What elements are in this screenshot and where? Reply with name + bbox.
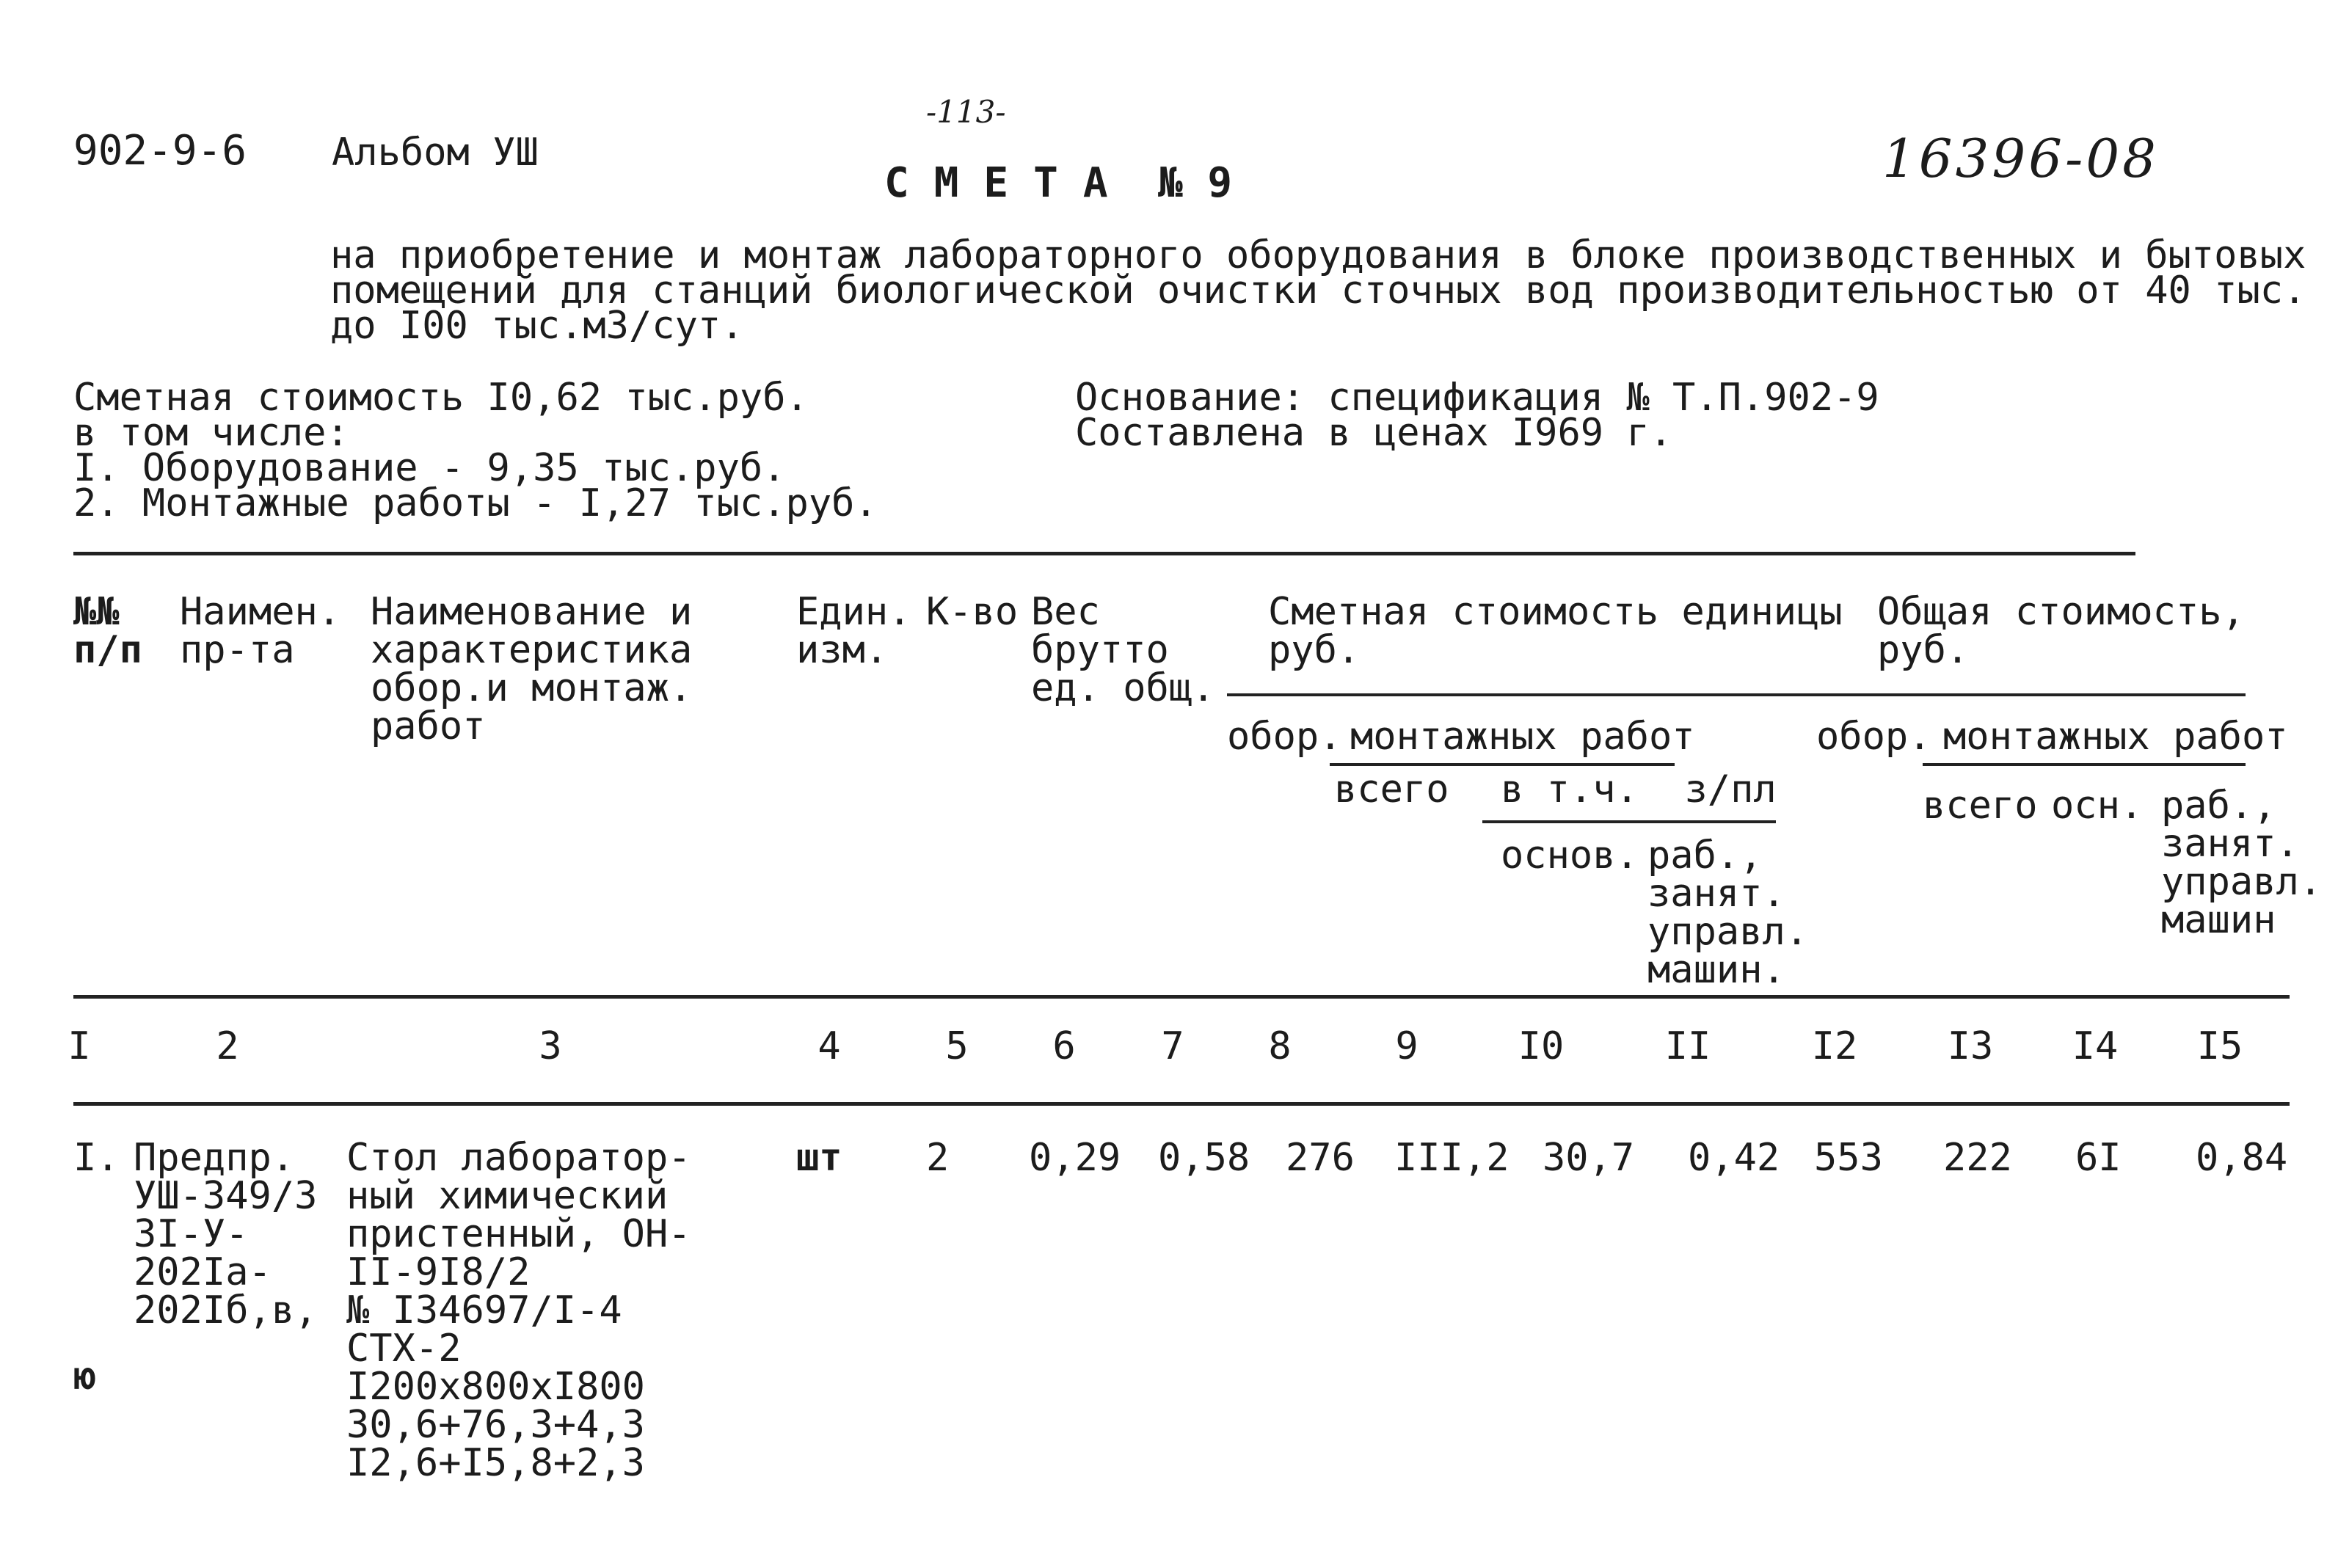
table-top-rule <box>73 552 2135 555</box>
row-unit-machine-wages: 0,42 <box>1688 1136 1780 1180</box>
project-code: 902-9-6 <box>73 127 247 175</box>
column-number: II <box>1664 1024 1711 1068</box>
header-rule-cost <box>1227 693 2246 696</box>
purpose-line-2: помещений для станций биологической очистки сточных вод производительностью от 40 тыс. <box>330 269 2306 313</box>
header-rule-wages <box>1482 820 1776 823</box>
header-rule-total-installation <box>1923 763 2246 766</box>
equipment-cost: I. Оборудование - 9,35 тыс.руб. <box>73 446 786 490</box>
header-rule-unit-installation <box>1330 763 1675 766</box>
header-weight: Вес брутто ед. общ. <box>1031 590 1215 710</box>
header-total-machine: раб., занят. управл. машин <box>2161 784 2323 942</box>
column-number: 2 <box>216 1024 239 1068</box>
row-item-code: Предпр. УШ-349/3 3I-У- 202Iа- 202Iб,в, <box>134 1136 318 1332</box>
header-total-basic: осн. <box>2051 784 2144 828</box>
header-unit-equipment: обор. <box>1227 715 1342 759</box>
header-total-equipment: обор. <box>1816 715 1931 759</box>
column-number: I2 <box>1811 1024 1858 1068</box>
header-unit-basic: основ. <box>1501 834 1639 878</box>
album-label: Альбом УШ <box>332 131 539 175</box>
including-label: в том числе: <box>73 411 349 455</box>
row-unit-installation-total: III,2 <box>1394 1136 1509 1180</box>
header-unit-wages: в т.ч. з/пл <box>1501 767 1777 812</box>
row-number: I. <box>73 1136 120 1180</box>
column-number: I5 <box>2196 1024 2243 1068</box>
row-quantity: 2 <box>926 1136 950 1180</box>
header-unit-machine: раб., занят. управл. машин. <box>1647 834 1809 992</box>
column-number: 7 <box>1161 1024 1184 1068</box>
installation-cost: 2. Монтажные работы - I,27 тыс.руб. <box>73 481 878 525</box>
row-total-installation: 222 <box>1943 1136 2012 1180</box>
header-item-code: Наимен. пр-та <box>180 590 341 672</box>
header-unit-total: всего <box>1334 767 1449 812</box>
column-numbers-rule <box>73 1102 2290 1106</box>
column-number: 3 <box>539 1024 562 1068</box>
column-number: 9 <box>1395 1024 1418 1068</box>
basis-specification: Основание: спецификация № Т.П.902-9 <box>1075 376 1879 420</box>
column-number: I0 <box>1518 1024 1565 1068</box>
column-number: I <box>68 1024 91 1068</box>
row-total-equipment-cost: 553 <box>1814 1136 1883 1180</box>
header-unit: Един. изм. <box>796 590 911 672</box>
purpose-line-1: на приобретение и монтаж лабораторного оборудования в блоке производственных и бытовых <box>330 233 2306 277</box>
row-total-machine-wages: 0,84 <box>2196 1136 2288 1180</box>
column-number: 6 <box>1052 1024 1076 1068</box>
column-number: 5 <box>945 1024 969 1068</box>
document-title: СМЕТА <box>884 159 1133 207</box>
page-number: -113- <box>926 94 1006 130</box>
row-weight-unit: 0,29 <box>1029 1136 1121 1180</box>
header-unit-cost: Сметная стоимость единицы руб. <box>1268 590 1843 672</box>
header-total-cost: Общая стоимость, руб. <box>1877 590 2245 672</box>
price-year: Составлена в ценах I969 г. <box>1075 411 1672 455</box>
document-title-number: № 9 <box>1158 159 1233 207</box>
estimated-cost: Сметная стоимость I0,62 тыс.руб. <box>73 376 809 420</box>
row-unit-equipment-cost: 276 <box>1286 1136 1355 1180</box>
header-unit-installation: монтажных работ <box>1350 715 1695 759</box>
header-quantity: К-во <box>926 590 1019 634</box>
row-unit: шт <box>796 1136 842 1180</box>
document-number: 16396-08 <box>1882 128 2159 189</box>
row-margin-mark: ю <box>73 1354 97 1399</box>
header-description: Наименование и характеристика обор.и монтаж. работ <box>371 590 693 748</box>
column-number: I3 <box>1947 1024 1994 1068</box>
row-weight-total: 0,58 <box>1158 1136 1250 1180</box>
header-row-number: №№ п/п <box>73 590 142 672</box>
row-unit-basic-wages: 30,7 <box>1543 1136 1635 1180</box>
header-bottom-rule <box>73 995 2290 999</box>
header-total-installation: монтажных работ <box>1943 715 2288 759</box>
purpose-line-3: до I00 тыс.м3/сут. <box>330 304 744 348</box>
column-number: I4 <box>2072 1024 2119 1068</box>
header-total-total: всего <box>1923 784 2038 828</box>
row-total-basic-wages: 6I <box>2075 1136 2122 1180</box>
row-description: Стол лаборатор- ный химический пристенный, ОН- II-9I8/2 № I34697/I-4 СТХ-2 I200х800хI800 30,6+76,3+4,3 I2,6+I5,8+2,3 <box>346 1136 691 1485</box>
column-number: 4 <box>817 1024 841 1068</box>
column-number: 8 <box>1268 1024 1292 1068</box>
